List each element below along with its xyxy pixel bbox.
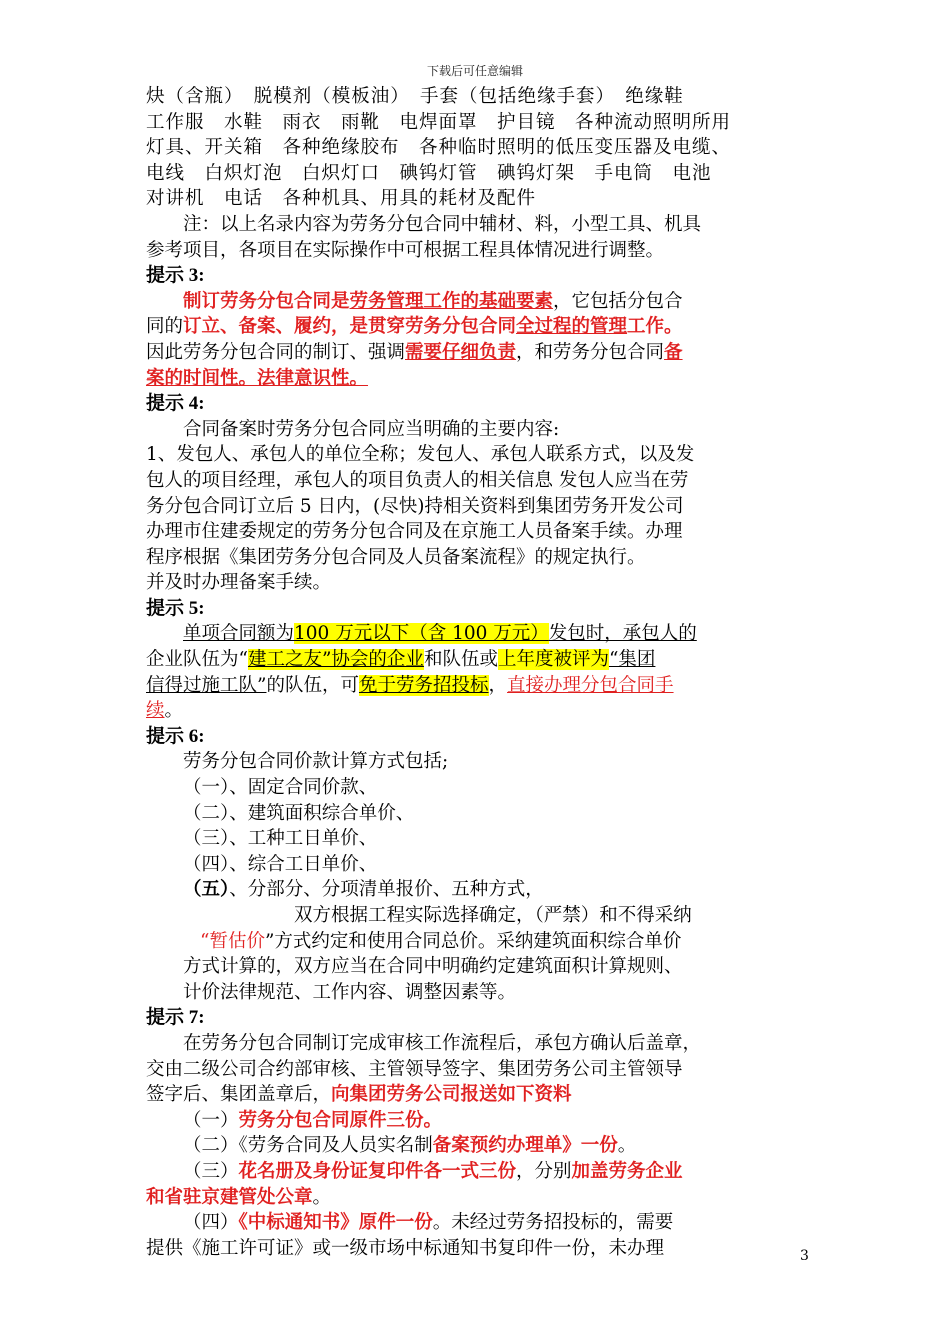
items-line: 工作服 水鞋 雨衣 雨靴 电焊面罩 护目镜 各种流动照明所用 bbox=[146, 111, 732, 133]
page-number: 3 bbox=[800, 1248, 809, 1264]
tip6-text: “暂估价 bbox=[200, 930, 265, 952]
tip5-text: 企业队伍为“ bbox=[146, 649, 248, 671]
tip4-line: 包人的项目经理，承包人的项目负责人的相关信息 发包人应当在劳 bbox=[146, 469, 689, 491]
tip7-text: 签字后、集团盖章后， bbox=[146, 1084, 332, 1106]
tip3-text: 因此劳务分包合同的制订、强调 bbox=[146, 341, 406, 363]
tip7-line: 在劳务分包合同制订完成审核工作流程后，承包方确认后盖章， bbox=[183, 1032, 702, 1054]
tip3-text: 制订劳务分包合同是 bbox=[183, 290, 350, 312]
tip4-line: 合同备案时劳务分包合同应当明确的主要内容: bbox=[183, 418, 560, 440]
tip7-item bbox=[146, 1108, 811, 1134]
tip7-text: 驻京建管处公章 bbox=[183, 1186, 313, 1208]
tip3-text: 全过程的管理 bbox=[516, 316, 628, 338]
tip6-text: 、分部分、分项清单报价、五种方式， bbox=[229, 879, 544, 901]
items-line: 炔（含瓶） 脱模剂（模板油） 手套（包括绝缘手套） 绝缘鞋 bbox=[146, 86, 684, 107]
tip4-line: 务分包合同订立后 5 日内，(尽快)持相关资料到集团劳务开发公司 bbox=[146, 495, 684, 517]
tip7-text: 备案预约办理单》一份 bbox=[432, 1135, 618, 1157]
tip7-text: 。未经过劳务招投标的，需要 bbox=[432, 1212, 674, 1234]
tip7-text: （一） bbox=[183, 1109, 239, 1131]
tip5-text: 建工之友”协会的企业 bbox=[247, 649, 424, 671]
tip6-line: 方式计算的，双方应当在合同中明确约定建筑面积计算规则、 bbox=[183, 956, 683, 978]
tip3-text: 备 bbox=[664, 341, 683, 363]
tip7-text: 向集团劳务公司报送如下资料 bbox=[331, 1084, 572, 1106]
tip6-line: 计价法律规范、工作内容、调整因素等。 bbox=[183, 981, 517, 1003]
tip5-text: 发包时，承包人的 bbox=[548, 623, 697, 645]
tip5-text: 招投标 bbox=[433, 674, 489, 696]
tip7-text: 。 bbox=[312, 1186, 332, 1208]
tip3-text: 劳务管理工作的基础要素 bbox=[349, 290, 554, 312]
tip7-item bbox=[146, 1159, 811, 1185]
tip7-item bbox=[146, 1210, 811, 1236]
items-line: 电线 白炽灯泡 白炽灯口 碘钨灯管 碘钨灯架 手电筒 电池 bbox=[146, 162, 712, 184]
tip5-text: 信得过施工队” bbox=[146, 674, 267, 696]
tip6-text: ”方式约定和使用合同总价。采纳建筑面积综合单价 bbox=[264, 930, 682, 952]
tip3-line bbox=[146, 366, 811, 392]
tip7-text: 劳务分包合同原件三份。 bbox=[238, 1109, 443, 1131]
tip5-text: 100 万元以下（含 100 万元） bbox=[294, 623, 549, 645]
tip4-line: 程序根据《集团劳务分包合同及人员备案流程》的规定执行。 bbox=[146, 546, 646, 568]
tip7-line bbox=[146, 1082, 811, 1108]
tip3-text: 需要仔细负责 bbox=[405, 341, 517, 363]
tip6-line: 双方根据工程实际选择确定，（严禁）和不得采纳 bbox=[294, 905, 692, 926]
tip3-text: 案的时间性。法律意识性。 bbox=[146, 367, 369, 389]
tip4-line: 办理市住建委规定的劳务分包合同及在京施工人员备案手续。办理 bbox=[146, 521, 683, 543]
tip4-line: 并及时办理备案手续。 bbox=[146, 572, 332, 594]
tip7-heading: 提示 7: bbox=[146, 1007, 205, 1029]
tip5-text: 和队伍或 bbox=[423, 649, 498, 671]
tip6-item: （一）、固定合同价款、 bbox=[183, 777, 378, 799]
items-line: 灯具、开关箱 各种绝缘胶布 各种临时照明的低压变压器及电缆、 bbox=[146, 137, 732, 159]
note-line: 注：以上名录内容为劳务分包合同中辅材、料，小型工具、机具 bbox=[183, 213, 702, 235]
tip5-text: 。 bbox=[164, 700, 184, 722]
tip7-line: 交由二级公司合约部审核、主管领导签字、集团劳务公司主管领导 bbox=[146, 1058, 683, 1080]
tip5-text: “集团 bbox=[608, 649, 656, 671]
tip7-line bbox=[146, 1185, 811, 1211]
tip7-text: 加盖劳务企业 bbox=[571, 1160, 683, 1182]
tip7-item bbox=[146, 1133, 811, 1159]
tip7-text: 花名册及身份证复印件各一式三份 bbox=[238, 1160, 517, 1182]
tip3-heading: 提示 3: bbox=[146, 265, 205, 287]
tip3-text: 工作。 bbox=[627, 316, 683, 338]
tip4-line: 1、发包人、承包人的单位全称；发包人、承包人联系方式，以及发 bbox=[146, 444, 695, 466]
tip5-text: 上年度被评为 bbox=[497, 649, 609, 671]
tip5-line bbox=[146, 698, 811, 724]
tip7-text: （四） bbox=[183, 1212, 239, 1234]
tip3-text: 同的 bbox=[146, 316, 184, 338]
tip6-item: （二）、建筑面积综合单价、 bbox=[183, 802, 415, 824]
tip7-text: （二）《劳务合同及人员实名制 bbox=[183, 1135, 433, 1157]
tip6-line: 劳务分包合同价款计算方式包括; bbox=[183, 751, 449, 773]
tip5-text: ， bbox=[488, 674, 508, 696]
tip5-text: 单项合同额为 bbox=[183, 623, 295, 645]
tip3-line bbox=[146, 340, 811, 366]
tip7-line: 提供《施工许可证》或一级市场中标通知书复印件一份，未办理 bbox=[146, 1237, 665, 1259]
tip6-text: （五） bbox=[183, 879, 230, 901]
tip5-line bbox=[146, 621, 811, 647]
tip7-text: 《中标通知书》原件一份 bbox=[238, 1212, 433, 1234]
tip6-heading: 提示 6: bbox=[146, 725, 205, 747]
tip3-line bbox=[146, 314, 811, 340]
tip3-text: ，和劳务分包合同 bbox=[516, 341, 665, 363]
tip7-text: 。 bbox=[617, 1135, 637, 1157]
tip7-text: 和省 bbox=[146, 1186, 184, 1208]
tip5-line bbox=[146, 647, 811, 673]
document-body bbox=[146, 84, 811, 1261]
tip5-line bbox=[146, 673, 811, 699]
tip6-item: （三）、工种工日单价、 bbox=[183, 828, 378, 850]
tip7-text: （三） bbox=[183, 1160, 239, 1182]
page-header: 下载后可任意编辑 bbox=[426, 64, 523, 78]
tip7-text: ，分别 bbox=[516, 1160, 572, 1182]
tip5-text: 的队伍，可 bbox=[266, 674, 359, 696]
tip6-line bbox=[146, 929, 811, 955]
note-line: 参考项目，各项目在实际操作中可根据工程具体情况进行调整。 bbox=[146, 239, 665, 261]
tip4-heading: 提示 4: bbox=[146, 393, 205, 415]
tip5-text: 直接办理分包合同手 bbox=[507, 674, 674, 696]
tip5-text: 免于劳务 bbox=[358, 674, 433, 696]
tip6-item: （四）、综合工日单价、 bbox=[183, 853, 378, 875]
tip5-text: 续 bbox=[146, 700, 165, 722]
tip6-item bbox=[146, 877, 811, 903]
items-line: 对讲机 电话 各种机具、用具的耗材及配件 bbox=[146, 188, 537, 210]
tip3-line bbox=[146, 289, 811, 315]
tip3-text: 订立、备案、履约，是贯穿劳务分包合同 bbox=[183, 316, 517, 338]
tip5-heading: 提示 5: bbox=[146, 597, 205, 619]
tip3-text: ，它包括分包合 bbox=[553, 290, 683, 312]
